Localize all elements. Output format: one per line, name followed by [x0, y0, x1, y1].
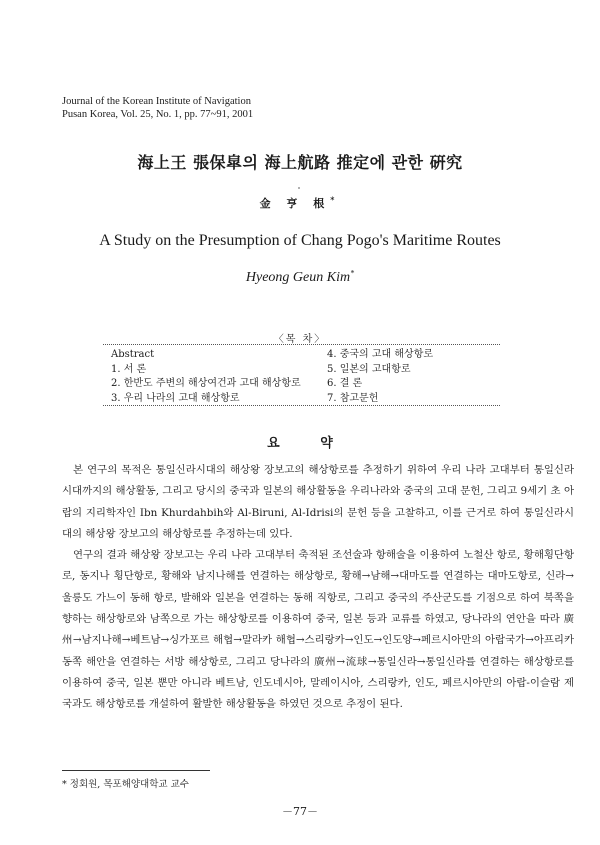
toc-item: 5. 일본의 고대항로 — [327, 363, 411, 375]
toc-item: 7. 참고문헌 — [327, 392, 379, 404]
journal-volume: Pusan Korea, Vol. 25, No. 1, pp. 77~91, 2001 — [62, 109, 254, 120]
author-korean-name: 金 亨 根 — [259, 197, 331, 210]
author-english-name: Hyeong Geun Kim — [245, 270, 351, 285]
title-korean: 海上王 張保皐의 海上航路 推定에 관한 硏究 — [137, 153, 463, 172]
footnote: * 정회원, 목포해양대학교 교수 — [62, 779, 189, 790]
author-english — [0, 270, 600, 286]
footnote-divider — [62, 770, 210, 771]
toc-item: 4. 중국의 고대 해상항로 — [327, 349, 434, 360]
toc-title: 〈목 차〉 — [273, 334, 327, 345]
toc-item: 2. 한반도 주변의 해상여건과 고대 해상항로 — [111, 378, 301, 389]
toc-item: 6. 결 론 — [327, 378, 363, 389]
toc-left-column — [111, 348, 301, 406]
journal-name: Journal of the Korean Institute of Navigation — [62, 96, 251, 107]
page-number: －77－ — [282, 805, 318, 818]
author-english-mark: * — [350, 268, 355, 278]
journal-citation — [62, 95, 253, 121]
toc-item: Abstract — [111, 349, 155, 360]
scan-speck — [298, 187, 300, 189]
abstract-paragraph-1: 본 연구의 목적은 통일신라시대의 해상왕 장보고의 해상항로를 추정하기 위하여 우리 나라 고대부터 통일신라시대까지의 해상활동, 그리고 당시의 중국과 일본의 해상활동을 우리나라와 중국의 고대 문헌, 그리고 9세기 초 아랍의 지리학자인 Ibn Khurdahbih와 Al-Biruni, Al-Idrisi의 문헌 등을 고찰하고, 이를 근거로 하여 통일신라시대의 해상왕 장보고의 해상항로를 추정하는데 있다. — [62, 464, 574, 540]
table-of-contents — [103, 344, 500, 406]
author-korean-mark: * — [330, 194, 341, 205]
abstract-body — [62, 460, 574, 716]
abstract-heading: 요 약 — [267, 436, 351, 451]
toc-right-column — [327, 348, 433, 406]
abstract-paragraph-2: 연구의 결과 해상왕 장보고는 우리 나라 고대부터 축적된 조선술과 항해술을 이용하여 노철산 항로, 황해횡단항로, 동지나 횡단항로, 황해와 남지나해를 연결하는 해상항로, 황해→남해→대마도를 연결하는 대마도항로, 신라→울릉도 가느이 동해 항로, 발해와 일본을 연결하는 동해 직항로, 그리고 중국의 주산군도를 기점으로 하여 북쪽을 향하는 해상항로와 남쪽으로 가는 해상항로를 이용하여 중국, 일본 등과 교류를 하였고, 당나라의 연안을 따라 廣州→남지나해→베트남→싱가포르 해협→말라카 해협→스리랑카→인도→인도양→페르시아만의 아랍국가→아프리카 동쪽 해안을 연결하는 서방 해상항로, 그리고 당나라의 廣州→流球→통일신라→통일신라를 연결하는 해상항로를 이용하여 중국, 일본 뿐만 아니라 베트남, 인도네시아, 말레이시아, 스리랑카, 인도, 페르시아만의 아랍-이슬람 제국과도 해상항로를 개설하여 활발한 해상활동을 하였던 것으로 추정이 된다. — [62, 549, 574, 711]
toc-item: 3. 우리 나라의 고대 해상항로 — [111, 392, 240, 404]
title-english: A Study on the Presumption of Chang Pogo's Maritime Routes — [99, 232, 501, 249]
toc-item: 1. 서 론 — [111, 363, 147, 375]
author-korean — [0, 195, 600, 211]
